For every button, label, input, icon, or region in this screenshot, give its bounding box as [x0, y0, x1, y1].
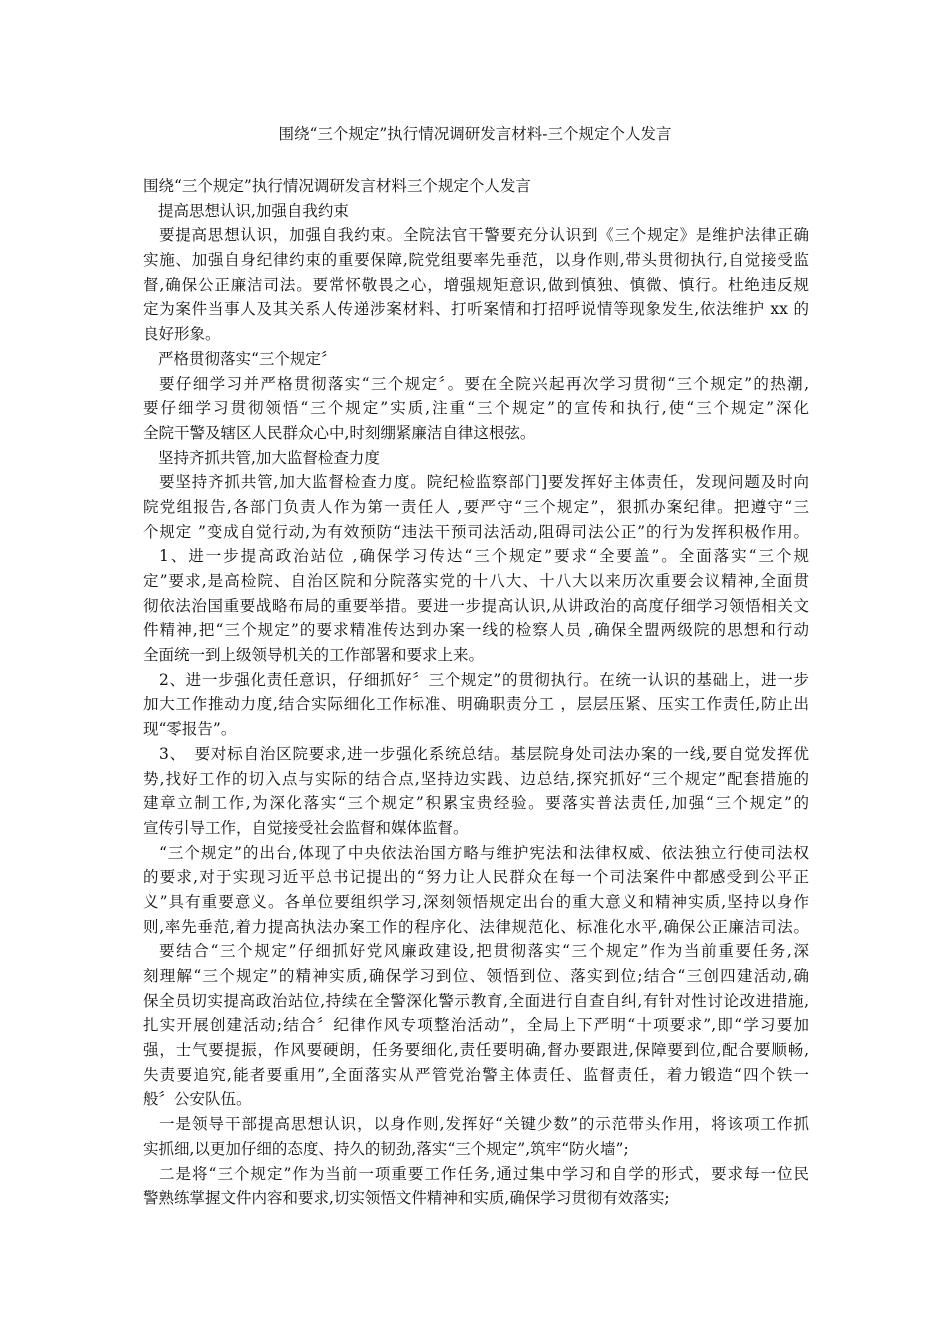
text-line: 扎实开展创建活动;结合〞纪律作风专项整治活动”，全局上下严明“十项要求”,即“学习要加	[143, 1016, 809, 1035]
text-line: 要仔细学习贯彻领悟“三个规定”实质,注重“三个规定”的宣传和执行,使“三个规定”深化	[143, 399, 809, 418]
text-line: 强，士气要提振，作风要硬朗，任务要细化,责任要明确,督办要跟进,保障要到位,配合要顺畅,	[143, 1041, 809, 1060]
text-line: 实抓细,以更加仔细的态度、持久的韧劲,落实“三个规定”,筑牢“防火墙”;	[143, 1139, 629, 1158]
text-line: 件精神,把“三个规定”的要求精准传达到办案一线的检察人员 ,确保全盟两级院的思想和行动	[143, 621, 809, 640]
text-line: 一是领导干部提高思想认识，以身作则,发挥好“关键少数”的示范带头作用，将该项工作抓	[159, 1115, 809, 1134]
text-line: 严格贯彻落实“三个规定〞	[158, 349, 337, 368]
text-line: 的要求,对于实现习近平总书记提出的“努力让人民群众在每一个司法案件中都感受到公平正	[143, 868, 809, 887]
text-line: 般〞公安队伍。	[143, 1090, 252, 1109]
text-line: 警熟练掌握文件内容和要求,切实领悟文件精神和实质,确保学习贯彻有效落实;	[143, 1189, 670, 1208]
text-line: 全院干警及辖区人民群众心中,时刻绷紧廉洁自律这根弦。	[143, 423, 536, 442]
text-line: 要结合“三个规定”仔细抓好党风廉政建设,把贯彻落实“三个规定”作为当前重要任务,深	[159, 942, 809, 961]
text-line: 实施、加强自身纪律约束的重要保障,院党组要率先垂范，以身作则,带头贯彻执行,自觉接受监	[143, 251, 809, 270]
text-line: 院党组报告,各部门负责人作为第一责任人 ,要严守“三个规定”，狠抓办案纪律。把遵守“三	[143, 497, 809, 516]
text-line: 保全员切实提高政治站位,持续在全警深化警示教育,全面进行自查自纠,有针对性讨论改进措施,	[143, 991, 809, 1010]
text-line: 督,确保公正廉洁司法。要常怀敬畏之心，增强规矩意识,做到慎独、慎微、慎行。杜绝违反规	[143, 275, 809, 294]
text-line: 1、进一步提高政治站位 ,确保学习传达“三个规定”要求“全要盖”。全面落实“三个规	[159, 547, 809, 566]
text-line: 坚持齐抓共管,加大监督检查力度	[158, 448, 380, 467]
text-line: 要仔细学习并严格贯彻落实“三个规定〞。要在全院兴起再次学习贯彻“三个规定”的热潮,	[159, 374, 809, 393]
text-line: 围绕“三个规定”执行情况调研发言材料三个规定个人发言	[143, 177, 531, 195]
text-line: 则,率先垂范,着力提高执法办案工作的程序化、法律规范化、标准化水平,确保公正廉洁司法。	[143, 917, 809, 936]
text-line: 势,找好工作的切入点与实际的结合点,坚持边实践、边总结,探究抓好“三个规定”配套措施的	[143, 769, 809, 788]
text-line: 彻依法治国重要战略布局的重要举措。要进一步提高认识,从讲政治的高度仔细学习领悟相关文	[143, 596, 809, 615]
text-line: 现“零报告”。	[143, 720, 237, 739]
text-line: 提高思想认识,加强自我约束	[158, 201, 349, 220]
text-line: 二是将“三个规定”作为当前一项重要工作任务,通过集中学习和自学的形式，要求每一位民	[159, 1164, 809, 1183]
text-line: 个规定 ”变成自觉行动,为有效预防“违法干预司法活动,阻碍司法公正”的行为发挥积极作用。	[143, 522, 809, 541]
text-line: 要坚持齐抓共管,加大监督检查力度。院纪检监察部门]要发挥好主体责任，发现问题及时向	[159, 473, 809, 492]
text-line: 2、进一步强化责任意识，仔细抓好〞三个规定”的贯彻执行。在统一认识的基础上，进一步	[159, 670, 809, 689]
page-title: 围绕“三个规定”执行情况调研发言材料-三个规定个人发言	[278, 125, 672, 143]
text-line: 定”要求,是高检院、自治区院和分院落实党的十八大、十八大以来历次重要会议精神,全面贯	[143, 572, 809, 590]
text-line: 定为案件当事人及其关系人传递涉案材料、打听案情和打招呼说情等现象发生,依法维护 xx 的	[143, 300, 809, 319]
text-line: 建章立制工作,为深化落实“三个规定”积累宝贵经验。要落实普法责任,加强“三个规定”的	[143, 794, 809, 813]
text-line: 宣传引导工作，自觉接受社会监督和媒体监督。	[143, 818, 469, 837]
text-line: 加大工作推动力度,结合实际细化工作标准、明确职责分工 ，层层压紧、压实工作责任,防止出	[143, 695, 809, 714]
text-line: 义”具有重要意义。各单位要组织学习,深刻领悟规定出台的重大意义和精神实质,坚持以身作	[143, 892, 809, 911]
text-line: 全面统一到上级领导机关的工作部署和要求上来。	[143, 646, 485, 665]
text-line: 良好形象。	[143, 325, 221, 344]
document-body	[143, 174, 809, 1211]
text-line: 失责要追究,能者要重用”,全面落实从严管党治警主体责任、监督责任，着力锻造“四个铁一	[143, 1065, 809, 1084]
text-line: 刻理解“三个规定”的精神实质,确保学习到位、领悟到位、落实到位;结合“三创四建活动,确	[143, 967, 809, 985]
text-line: 要提高思想认识，加强自我约束。全院法官干警要充分认识到《三个规定》是维护法律正确	[159, 226, 809, 245]
text-line: 3、 要对标自治区院要求,进一步强化系统总结。基层院身处司法办案的一线,要自觉发挥优	[159, 744, 809, 763]
text-line: “三个规定”的出台,体现了中央依法治国方略与维护宪法和法律权威、依法独立行使司法权	[159, 843, 809, 862]
